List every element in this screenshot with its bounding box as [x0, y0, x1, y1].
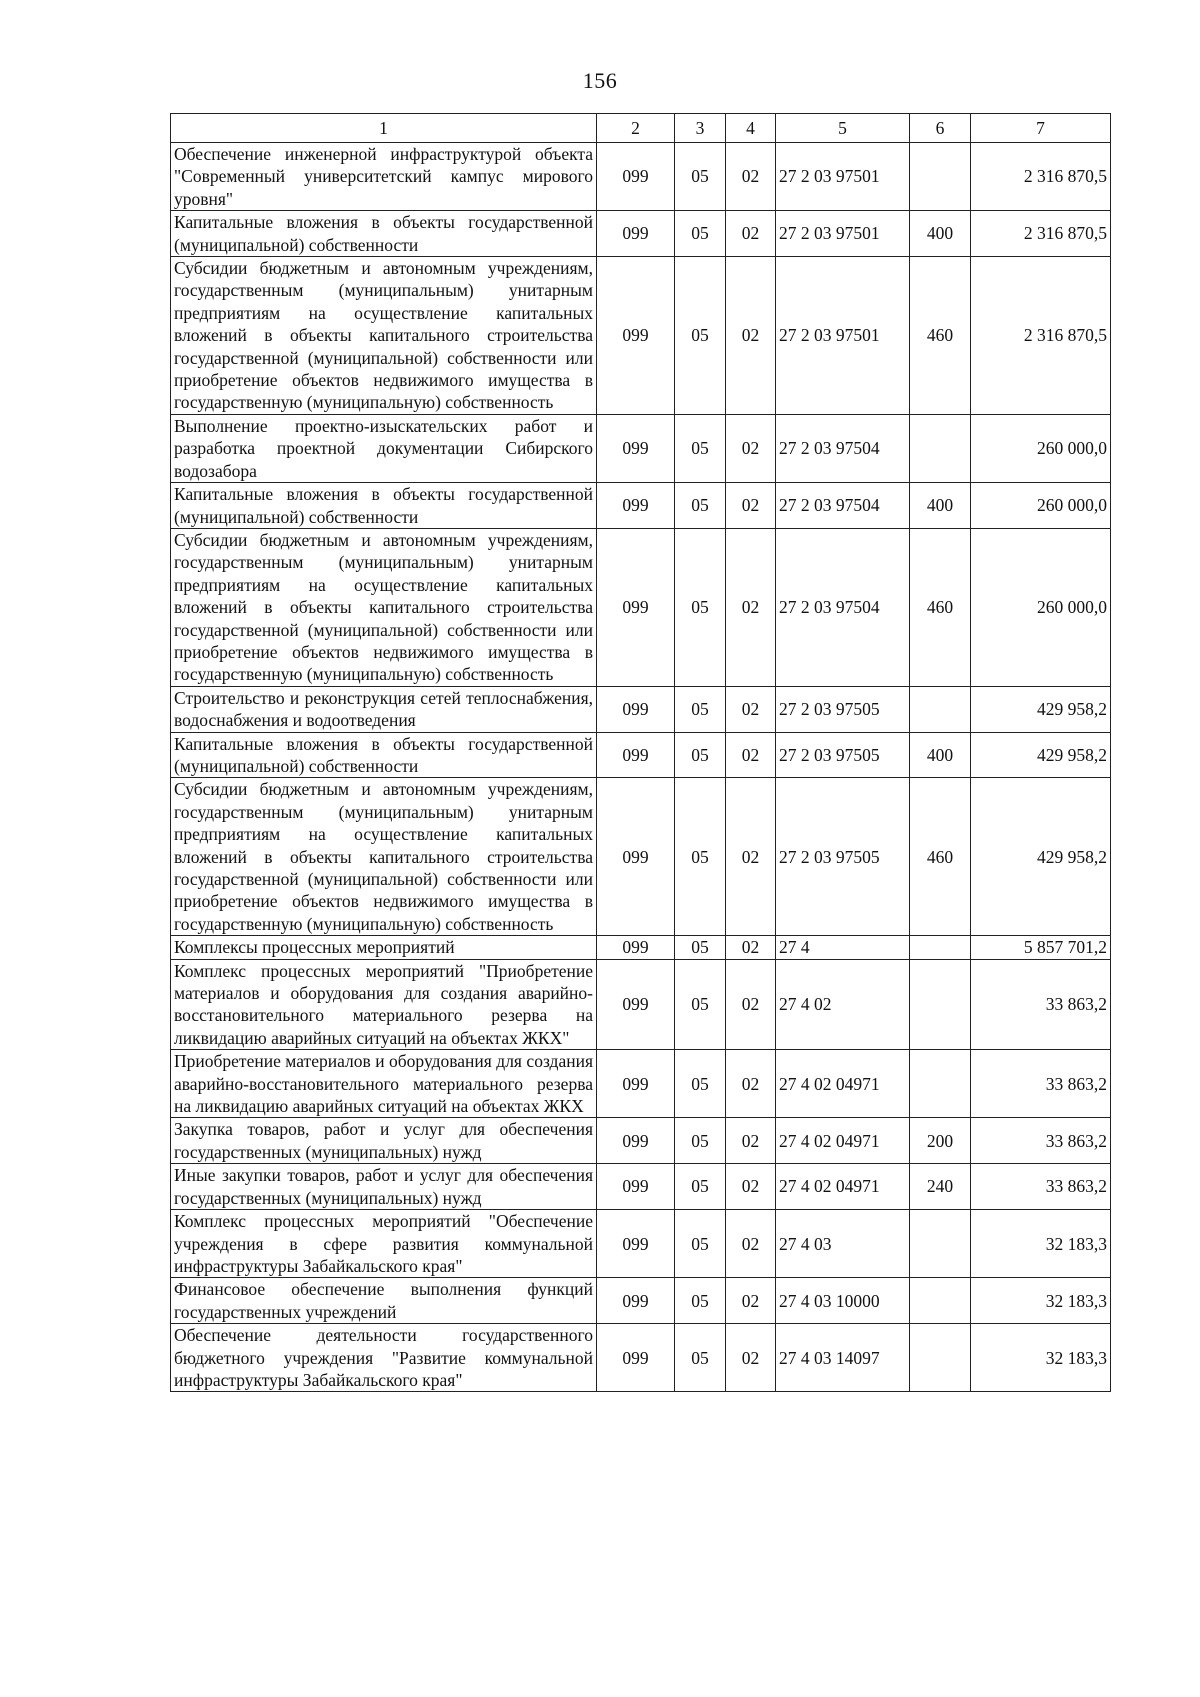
row-section-cell: 05 — [675, 1050, 726, 1118]
row-amount-cell: 2 316 870,5 — [971, 257, 1111, 415]
row-section-cell: 05 — [675, 414, 726, 482]
row-section-cell: 05 — [675, 778, 726, 936]
row-subsection-cell: 02 — [726, 686, 776, 732]
row-target-article-cell: 27 2 03 97504 — [776, 483, 910, 529]
row-subsection-cell: 02 — [726, 1210, 776, 1278]
row-subsection-cell: 02 — [726, 1050, 776, 1118]
row-target-article-cell: 27 2 03 97501 — [776, 211, 910, 257]
header-col-4: 4 — [726, 114, 776, 143]
row-expense-type-cell — [910, 936, 971, 959]
row-amount-cell: 32 183,3 — [971, 1278, 1111, 1324]
row-expense-type-cell: 460 — [910, 257, 971, 415]
row-subsection-cell: 02 — [726, 211, 776, 257]
row-subsection-cell: 02 — [726, 732, 776, 778]
row-subsection-cell: 02 — [726, 1278, 776, 1324]
row-grbs-cell: 099 — [597, 211, 675, 257]
row-expense-type-cell: 400 — [910, 483, 971, 529]
row-name-cell: Обеспечение инженерной инфраструктурой объекта "Современный университетский кампус мирового уровня" — [171, 143, 597, 211]
row-expense-type-cell: 400 — [910, 211, 971, 257]
row-grbs-cell: 099 — [597, 1278, 675, 1324]
row-amount-cell: 5 857 701,2 — [971, 936, 1111, 959]
row-grbs-cell: 099 — [597, 936, 675, 959]
row-subsection-cell: 02 — [726, 143, 776, 211]
row-grbs-cell: 099 — [597, 483, 675, 529]
row-subsection-cell: 02 — [726, 528, 776, 686]
header-col-2: 2 — [597, 114, 675, 143]
row-name-cell: Финансовое обеспечение выполнения функций государственных учреждений — [171, 1278, 597, 1324]
row-amount-cell: 33 863,2 — [971, 1050, 1111, 1118]
row-name-cell: Закупка товаров, работ и услуг для обеспечения государственных (муниципальных) нужд — [171, 1118, 597, 1164]
row-expense-type-cell — [910, 1210, 971, 1278]
row-target-article-cell: 27 2 03 97501 — [776, 257, 910, 415]
row-section-cell: 05 — [675, 528, 726, 686]
budget-table — [170, 113, 1111, 1392]
row-amount-cell: 33 863,2 — [971, 959, 1111, 1050]
header-col-7: 7 — [971, 114, 1111, 143]
row-name-cell: Капитальные вложения в объекты государственной (муниципальной) собственности — [171, 732, 597, 778]
row-expense-type-cell — [910, 959, 971, 1050]
row-section-cell: 05 — [675, 1118, 726, 1164]
row-subsection-cell: 02 — [726, 778, 776, 936]
row-amount-cell: 260 000,0 — [971, 528, 1111, 686]
row-grbs-cell: 099 — [597, 1324, 675, 1392]
row-amount-cell: 2 316 870,5 — [971, 143, 1111, 211]
row-target-article-cell: 27 4 03 — [776, 1210, 910, 1278]
row-name-cell: Строительство и реконструкция сетей теплоснабжения, водоснабжения и водоотведения — [171, 686, 597, 732]
page-number: 156 — [582, 68, 618, 93]
header-col-3: 3 — [675, 114, 726, 143]
row-expense-type-cell: 460 — [910, 528, 971, 686]
row-expense-type-cell: 240 — [910, 1164, 971, 1210]
row-amount-cell: 33 863,2 — [971, 1118, 1111, 1164]
table-row — [171, 528, 1111, 686]
row-section-cell: 05 — [675, 686, 726, 732]
row-name-cell: Субсидии бюджетным и автономным учреждениям, государственным (муниципальным) унитарным предприятиям на осуществление капитальных вложений в объекты капитального строительства государственной (муниципальной) собственности или приобретение объектов недвижимого имущества в государственную (муниципальную) собственность — [171, 257, 597, 415]
row-subsection-cell: 02 — [726, 1324, 776, 1392]
row-name-cell: Комплекс процессных мероприятий "Обеспечение учреждения в сфере развития коммунальной инфраструктуры Забайкальского края" — [171, 1210, 597, 1278]
row-expense-type-cell: 460 — [910, 778, 971, 936]
row-target-article-cell: 27 2 03 97505 — [776, 732, 910, 778]
header-col-1: 1 — [171, 114, 597, 143]
table-row — [171, 143, 1111, 211]
row-name-cell: Капитальные вложения в объекты государственной (муниципальной) собственности — [171, 483, 597, 529]
row-section-cell: 05 — [675, 1324, 726, 1392]
row-expense-type-cell — [910, 1278, 971, 1324]
row-target-article-cell: 27 4 03 10000 — [776, 1278, 910, 1324]
table-row — [171, 778, 1111, 936]
row-amount-cell: 2 316 870,5 — [971, 211, 1111, 257]
row-amount-cell: 429 958,2 — [971, 778, 1111, 936]
table-row — [171, 959, 1111, 1050]
row-section-cell: 05 — [675, 143, 726, 211]
row-section-cell: 05 — [675, 211, 726, 257]
table-row — [171, 211, 1111, 257]
row-target-article-cell: 27 2 03 97504 — [776, 528, 910, 686]
row-target-article-cell: 27 2 03 97505 — [776, 686, 910, 732]
row-name-cell: Комплекс процессных мероприятий "Приобретение материалов и оборудования для создания аварийно-восстановительного материального резерва на ликвидацию аварийных ситуаций на объектах ЖКХ" — [171, 959, 597, 1050]
row-name-cell: Приобретение материалов и оборудования для создания аварийно-восстановительного материального резерва на ликвидацию аварийных ситуаций на объектах ЖКХ — [171, 1050, 597, 1118]
row-section-cell: 05 — [675, 1164, 726, 1210]
row-expense-type-cell: 200 — [910, 1118, 971, 1164]
row-target-article-cell: 27 4 02 04971 — [776, 1050, 910, 1118]
header-col-5: 5 — [776, 114, 910, 143]
row-expense-type-cell — [910, 1050, 971, 1118]
row-target-article-cell: 27 4 02 04971 — [776, 1118, 910, 1164]
header-col-6: 6 — [910, 114, 971, 143]
row-grbs-cell: 099 — [597, 528, 675, 686]
row-grbs-cell: 099 — [597, 732, 675, 778]
row-subsection-cell: 02 — [726, 959, 776, 1050]
row-expense-type-cell: 400 — [910, 732, 971, 778]
row-grbs-cell: 099 — [597, 959, 675, 1050]
row-grbs-cell: 099 — [597, 1164, 675, 1210]
table-header — [171, 114, 1111, 143]
row-expense-type-cell — [910, 414, 971, 482]
table-row — [171, 414, 1111, 482]
row-amount-cell: 260 000,0 — [971, 483, 1111, 529]
row-amount-cell: 32 183,3 — [971, 1210, 1111, 1278]
row-name-cell: Обеспечение деятельности государственного бюджетного учреждения "Развитие коммунальной инфраструктуры Забайкальского края" — [171, 1324, 597, 1392]
table-row — [171, 1210, 1111, 1278]
row-name-cell: Комплексы процессных мероприятий — [171, 936, 597, 959]
table-row — [171, 732, 1111, 778]
row-section-cell: 05 — [675, 1210, 726, 1278]
row-target-article-cell: 27 4 02 — [776, 959, 910, 1050]
row-amount-cell: 33 863,2 — [971, 1164, 1111, 1210]
row-section-cell: 05 — [675, 483, 726, 529]
row-grbs-cell: 099 — [597, 257, 675, 415]
row-section-cell: 05 — [675, 959, 726, 1050]
table-row — [171, 936, 1111, 959]
row-target-article-cell: 27 4 02 04971 — [776, 1164, 910, 1210]
table-row — [171, 1324, 1111, 1392]
row-expense-type-cell — [910, 143, 971, 211]
row-name-cell: Выполнение проектно-изыскательских работ и разработка проектной документации Сибирского водозабора — [171, 414, 597, 482]
table-row — [171, 1050, 1111, 1118]
table-row — [171, 257, 1111, 415]
row-grbs-cell: 099 — [597, 686, 675, 732]
row-subsection-cell: 02 — [726, 936, 776, 959]
table-row — [171, 1278, 1111, 1324]
row-name-cell: Капитальные вложения в объекты государственной (муниципальной) собственности — [171, 211, 597, 257]
header-row — [171, 114, 1111, 143]
table-row — [171, 686, 1111, 732]
row-subsection-cell: 02 — [726, 414, 776, 482]
row-target-article-cell: 27 2 03 97505 — [776, 778, 910, 936]
row-subsection-cell: 02 — [726, 483, 776, 529]
row-amount-cell: 429 958,2 — [971, 686, 1111, 732]
row-amount-cell: 32 183,3 — [971, 1324, 1111, 1392]
row-grbs-cell: 099 — [597, 143, 675, 211]
row-section-cell: 05 — [675, 1278, 726, 1324]
row-grbs-cell: 099 — [597, 778, 675, 936]
row-section-cell: 05 — [675, 936, 726, 959]
row-grbs-cell: 099 — [597, 1118, 675, 1164]
row-target-article-cell: 27 2 03 97504 — [776, 414, 910, 482]
table-body — [171, 143, 1111, 1392]
row-grbs-cell: 099 — [597, 1210, 675, 1278]
row-expense-type-cell — [910, 1324, 971, 1392]
row-amount-cell: 429 958,2 — [971, 732, 1111, 778]
table-row — [171, 1164, 1111, 1210]
row-target-article-cell: 27 4 03 14097 — [776, 1324, 910, 1392]
row-grbs-cell: 099 — [597, 414, 675, 482]
row-amount-cell: 260 000,0 — [971, 414, 1111, 482]
row-name-cell: Субсидии бюджетным и автономным учреждениям, государственным (муниципальным) унитарным предприятиям на осуществление капитальных вложений в объекты капитального строительства государственной (муниципальной) собственности или приобретение объектов недвижимого имущества в государственную (муниципальную) собственность — [171, 778, 597, 936]
row-section-cell: 05 — [675, 732, 726, 778]
row-target-article-cell: 27 2 03 97501 — [776, 143, 910, 211]
table-row — [171, 1118, 1111, 1164]
row-subsection-cell: 02 — [726, 1164, 776, 1210]
row-section-cell: 05 — [675, 257, 726, 415]
row-subsection-cell: 02 — [726, 257, 776, 415]
table-row — [171, 483, 1111, 529]
row-target-article-cell: 27 4 — [776, 936, 910, 959]
row-grbs-cell: 099 — [597, 1050, 675, 1118]
row-name-cell: Иные закупки товаров, работ и услуг для обеспечения государственных (муниципальных) нужд — [171, 1164, 597, 1210]
row-name-cell: Субсидии бюджетным и автономным учреждениям, государственным (муниципальным) унитарным предприятиям на осуществление капитальных вложений в объекты капитального строительства государственной (муниципальной) собственности или приобретение объектов недвижимого имущества в государственную (муниципальную) собственность — [171, 528, 597, 686]
row-expense-type-cell — [910, 686, 971, 732]
row-subsection-cell: 02 — [726, 1118, 776, 1164]
